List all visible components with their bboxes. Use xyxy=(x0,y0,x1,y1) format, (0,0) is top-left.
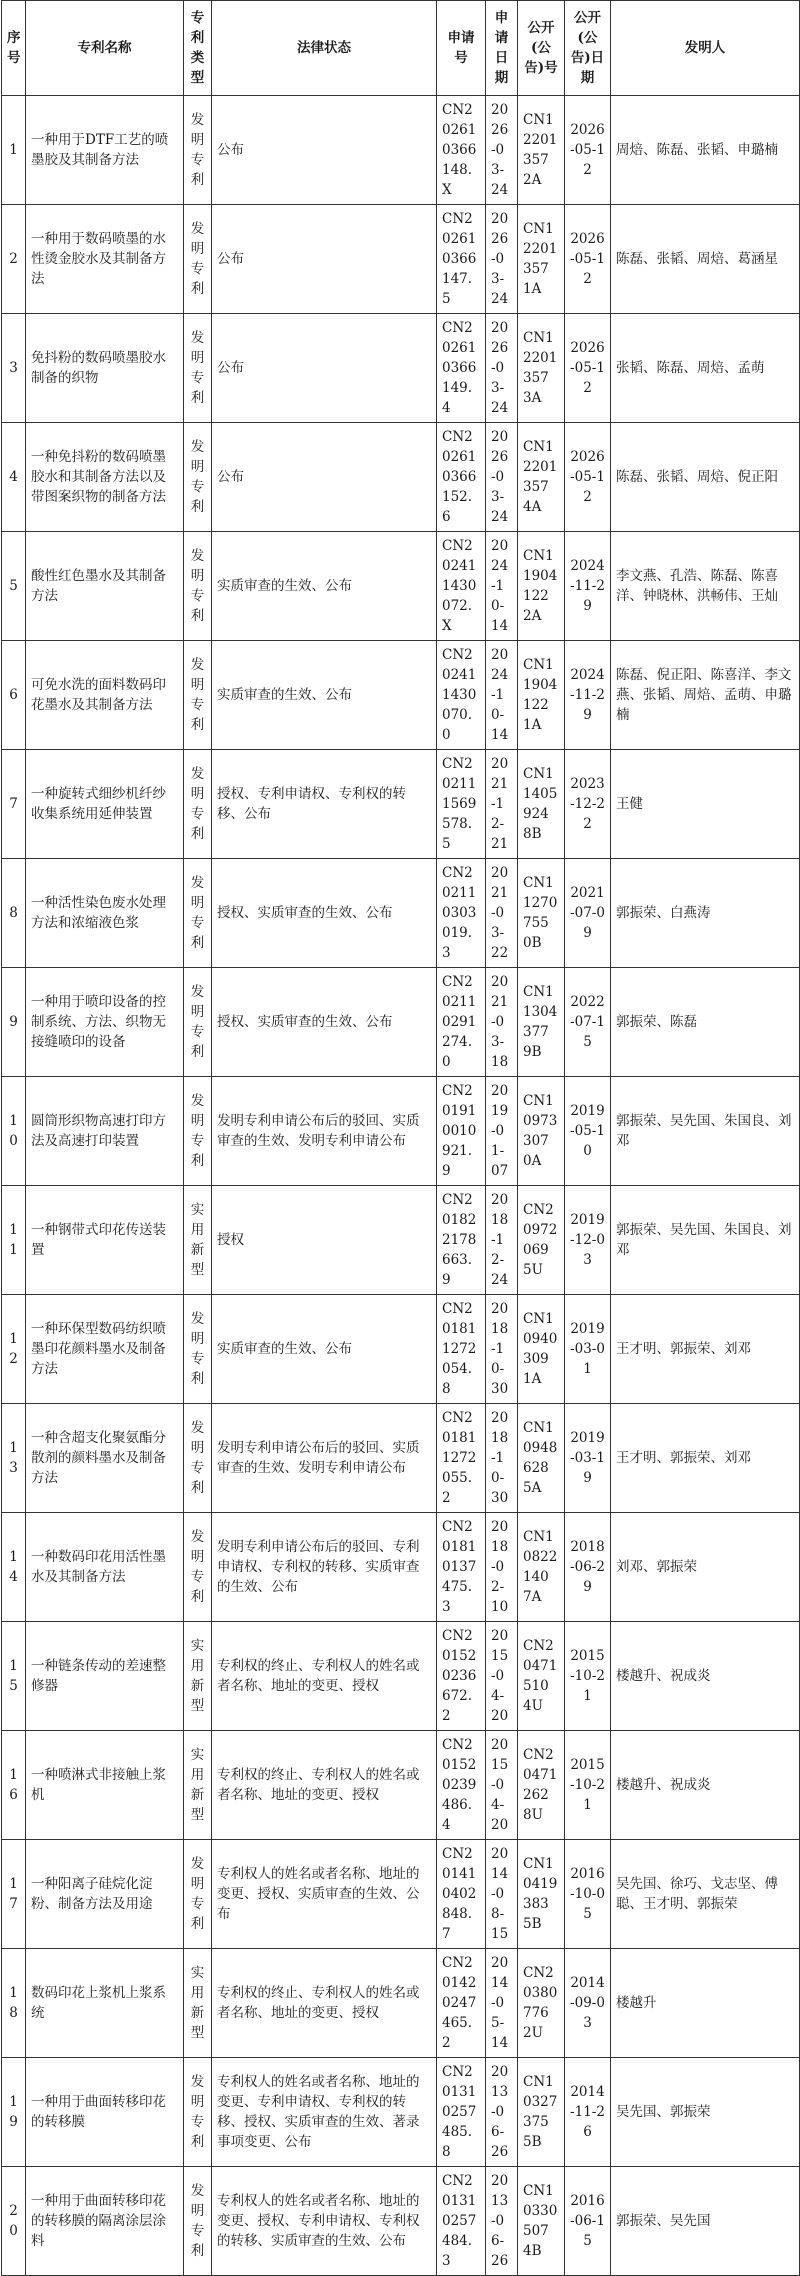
table-row xyxy=(2,423,800,532)
cell-patent-name: 圆筒形织物高速打印方法及高速打印装置 xyxy=(26,1077,184,1186)
cell-legal-status: 发明专利申请公布后的驳回、实质审查的生效、发明专利申请公布 xyxy=(212,1404,437,1513)
cell-patent-name: 一种环保型数码纺织喷墨印花颜料墨水及制备方法 xyxy=(26,1295,184,1404)
cell-publication-date: 2018-06-29 xyxy=(565,1513,611,1622)
cell-application-no: CN202610366152.6 xyxy=(437,423,486,532)
cell-patent-type: 实用新型 xyxy=(184,1186,212,1295)
table-row xyxy=(2,1295,800,1404)
cell-application-no: CN202411430072.X xyxy=(437,532,486,641)
cell-inventors: 王健 xyxy=(611,750,800,859)
table-row xyxy=(2,1404,800,1513)
cell-inventors: 吴先国、郭振荣 xyxy=(611,2058,800,2167)
cell-publication-no: CN10330507 4B xyxy=(518,2167,565,2276)
cell-legal-status: 发明专利申请公布后的驳回、实质审查的生效、发明专利申请公布 xyxy=(212,1077,437,1186)
cell-legal-status: 专利权的终止、专利权人的姓名或者名称、地址的变更、授权 xyxy=(212,1622,437,1731)
cell-publication-no: CN12201357 2A xyxy=(518,96,565,205)
cell-patent-type: 发明专利 xyxy=(184,859,212,968)
cell-patent-type: 发明专利 xyxy=(184,2167,212,2276)
cell-publication-no: CN11904122 1A xyxy=(518,641,565,750)
cell-patent-name: 一种用于曲面转移印花的转移膜的隔离涂层涂料 xyxy=(26,2167,184,2276)
cell-inventors: 陈磊、张韬、周焙、葛涵星 xyxy=(611,205,800,314)
cell-application-no: CN202610366148.X xyxy=(437,96,486,205)
cell-publication-date: 2026-05-12 xyxy=(565,423,611,532)
cell-row-index: 17 xyxy=(2,1840,26,1949)
cell-legal-status: 专利权人的姓名或者名称、地址的变更、授权、专利申请权、专利权的转移、实质审查的生效、公布 xyxy=(212,2167,437,2276)
cell-row-index: 10 xyxy=(2,1077,26,1186)
cell-legal-status: 专利权人的姓名或者名称、地址的变更、授权、实质审查的生效、公布 xyxy=(212,1840,437,1949)
cell-legal-status: 专利权的终止、专利权人的姓名或者名称、地址的变更、授权 xyxy=(212,1949,437,2058)
cell-publication-no: CN10940309 1A xyxy=(518,1295,565,1404)
cell-application-date: 2018-12-24 xyxy=(486,1186,518,1295)
header-col-index: 序号 xyxy=(2,1,26,96)
cell-publication-date: 2019-12-03 xyxy=(565,1186,611,1295)
cell-publication-date: 2026-05-12 xyxy=(565,314,611,423)
cell-publication-date: 2023-12-22 xyxy=(565,750,611,859)
cell-patent-name: 一种活性染色废水处理方法和浓缩液色浆 xyxy=(26,859,184,968)
cell-publication-no: CN10419383 5B xyxy=(518,1840,565,1949)
cell-application-date: 2026-03-24 xyxy=(486,205,518,314)
cell-publication-no: CN11904122 2A xyxy=(518,532,565,641)
cell-legal-status: 公布 xyxy=(212,314,437,423)
cell-application-no: CN201811272055.2 xyxy=(437,1404,486,1513)
cell-legal-status: 公布 xyxy=(212,96,437,205)
cell-legal-status: 发明专利申请公布后的驳回、专利申请权、专利权的转移、实质审查的生效、公布 xyxy=(212,1513,437,1622)
cell-inventors: 楼越升、祝成炎 xyxy=(611,1622,800,1731)
cell-publication-date: 2026-05-12 xyxy=(565,205,611,314)
cell-patent-name: 一种链条传动的差速整修器 xyxy=(26,1622,184,1731)
cell-patent-name: 一种免抖粉的数码喷墨胶水和其制备方法以及带图案织物的制备方法 xyxy=(26,423,184,532)
cell-row-index: 4 xyxy=(2,423,26,532)
cell-publication-date: 2024-11-29 xyxy=(565,532,611,641)
cell-publication-no: CN10327375 5B xyxy=(518,2058,565,2167)
cell-publication-no: CN20471510 4U xyxy=(518,1622,565,1731)
cell-patent-type: 发明专利 xyxy=(184,1077,212,1186)
cell-patent-type: 发明专利 xyxy=(184,314,212,423)
table-row xyxy=(2,1513,800,1622)
cell-publication-no: CN20972069 5U xyxy=(518,1186,565,1295)
cell-patent-name: 可免水洗的面料数码印花墨水及其制备方法 xyxy=(26,641,184,750)
cell-row-index: 11 xyxy=(2,1186,26,1295)
cell-row-index: 19 xyxy=(2,2058,26,2167)
cell-row-index: 7 xyxy=(2,750,26,859)
cell-legal-status: 实质审查的生效、公布 xyxy=(212,532,437,641)
header-col-legal-status: 法律状态 xyxy=(212,1,437,96)
cell-application-no: CN201822178663.9 xyxy=(437,1186,486,1295)
cell-inventors: 王才明、郭振荣、刘邓 xyxy=(611,1404,800,1513)
cell-row-index: 3 xyxy=(2,314,26,423)
table-row xyxy=(2,1731,800,1840)
cell-application-date: 2018-02-10 xyxy=(486,1513,518,1622)
cell-row-index: 6 xyxy=(2,641,26,750)
cell-patent-type: 发明专利 xyxy=(184,1295,212,1404)
cell-patent-name: 一种用于数码喷墨的水性烫金胶水及其制备方法 xyxy=(26,205,184,314)
cell-application-no: CN202110303019.3 xyxy=(437,859,486,968)
cell-publication-date: 2015-10-21 xyxy=(565,1622,611,1731)
cell-application-no: CN202111569578.5 xyxy=(437,750,486,859)
cell-legal-status: 公布 xyxy=(212,423,437,532)
cell-application-no: CN202610366147.5 xyxy=(437,205,486,314)
cell-patent-name: 一种旋转式细纱机纤纱收集系统用延伸装置 xyxy=(26,750,184,859)
cell-publication-no: CN12201357 1A xyxy=(518,205,565,314)
cell-inventors: 郭振荣、吴先国、朱国良、刘邓 xyxy=(611,1186,800,1295)
cell-application-date: 2013-06-26 xyxy=(486,2058,518,2167)
cell-publication-date: 2022-07-15 xyxy=(565,968,611,1077)
cell-publication-no: CN10973307 0A xyxy=(518,1077,565,1186)
cell-publication-no: CN11304377 9B xyxy=(518,968,565,1077)
cell-patent-name: 一种用于曲面转移印花的转移膜 xyxy=(26,2058,184,2167)
table-row xyxy=(2,96,800,205)
cell-application-date: 2021-03-18 xyxy=(486,968,518,1077)
cell-patent-name: 一种含超支化聚氨酯分散剂的颜料墨水及制备方法 xyxy=(26,1404,184,1513)
cell-publication-date: 2014-09-03 xyxy=(565,1949,611,2058)
cell-application-no: CN202610366149.4 xyxy=(437,314,486,423)
table-row xyxy=(2,1949,800,2058)
cell-application-date: 2015-04-20 xyxy=(486,1731,518,1840)
cell-application-date: 2018-10-30 xyxy=(486,1295,518,1404)
cell-row-index: 13 xyxy=(2,1404,26,1513)
cell-legal-status: 公布 xyxy=(212,205,437,314)
table-row xyxy=(2,1186,800,1295)
cell-publication-date: 2016-06-15 xyxy=(565,2167,611,2276)
cell-application-no: CN201810137475.3 xyxy=(437,1513,486,1622)
cell-publication-no: CN10948628 5A xyxy=(518,1404,565,1513)
cell-patent-type: 发明专利 xyxy=(184,641,212,750)
cell-application-date: 2013-06-26 xyxy=(486,2167,518,2276)
cell-patent-type: 发明专利 xyxy=(184,205,212,314)
cell-inventors: 郭振荣、白燕涛 xyxy=(611,859,800,968)
cell-application-no: CN201520239486.4 xyxy=(437,1731,486,1840)
cell-application-date: 2026-03-24 xyxy=(486,423,518,532)
cell-patent-type: 发明专利 xyxy=(184,1404,212,1513)
cell-patent-type: 发明专利 xyxy=(184,96,212,205)
cell-inventors: 吴先国、徐巧、戈志坚、傅聪、王才明、郭振荣 xyxy=(611,1840,800,1949)
table-row xyxy=(2,532,800,641)
cell-publication-no: CN10822140 7A xyxy=(518,1513,565,1622)
cell-patent-name: 一种喷淋式非接触上浆机 xyxy=(26,1731,184,1840)
cell-patent-type: 发明专利 xyxy=(184,968,212,1077)
cell-legal-status: 授权、专利申请权、专利权的转移、公布 xyxy=(212,750,437,859)
cell-publication-date: 2019-05-10 xyxy=(565,1077,611,1186)
cell-publication-date: 2015-10-21 xyxy=(565,1731,611,1840)
cell-application-date: 2026-03-24 xyxy=(486,96,518,205)
table-body xyxy=(2,96,800,2276)
cell-application-no: CN201811272054.8 xyxy=(437,1295,486,1404)
cell-inventors: 王才明、郭振荣、刘邓 xyxy=(611,1295,800,1404)
cell-row-index: 14 xyxy=(2,1513,26,1622)
cell-publication-no: CN11270755 0B xyxy=(518,859,565,968)
cell-patent-type: 发明专利 xyxy=(184,532,212,641)
cell-patent-type: 发明专利 xyxy=(184,423,212,532)
cell-row-index: 16 xyxy=(2,1731,26,1840)
cell-legal-status: 实质审查的生效、公布 xyxy=(212,1295,437,1404)
table-header-row xyxy=(2,1,800,96)
cell-application-no: CN201310257485.8 xyxy=(437,2058,486,2167)
cell-publication-date: 2016-10-05 xyxy=(565,1840,611,1949)
table-row xyxy=(2,641,800,750)
cell-inventors: 刘邓、郭振荣 xyxy=(611,1513,800,1622)
cell-patent-name: 一种用于喷印设备的控制系统、方法、织物无接缝喷印的设备 xyxy=(26,968,184,1077)
cell-publication-no: CN20380776 2U xyxy=(518,1949,565,2058)
cell-publication-no: CN12201357 4A xyxy=(518,423,565,532)
cell-row-index: 20 xyxy=(2,2167,26,2276)
cell-patent-name: 酸性红色墨水及其制备方法 xyxy=(26,532,184,641)
cell-application-no: CN201410402848.7 xyxy=(437,1840,486,1949)
cell-patent-name: 一种数码印花用活性墨水及其制备方法 xyxy=(26,1513,184,1622)
cell-application-no: CN201520236672.2 xyxy=(437,1622,486,1731)
table-row xyxy=(2,1840,800,1949)
cell-publication-date: 2024-11-29 xyxy=(565,641,611,750)
table-row xyxy=(2,1077,800,1186)
cell-row-index: 5 xyxy=(2,532,26,641)
cell-legal-status: 专利权的终止、专利权人的姓名或者名称、地址的变更、授权 xyxy=(212,1731,437,1840)
table-row xyxy=(2,314,800,423)
cell-legal-status: 授权 xyxy=(212,1186,437,1295)
cell-publication-no: CN11405924 8B xyxy=(518,750,565,859)
cell-legal-status: 授权、实质审查的生效、公布 xyxy=(212,968,437,1077)
cell-legal-status: 授权、实质审查的生效、公布 xyxy=(212,859,437,968)
cell-application-date: 2021-12-21 xyxy=(486,750,518,859)
cell-publication-date: 2021-07-09 xyxy=(565,859,611,968)
cell-inventors: 楼越升 xyxy=(611,1949,800,2058)
cell-application-date: 2014-05-14 xyxy=(486,1949,518,2058)
cell-patent-type: 发明专利 xyxy=(184,1840,212,1949)
header-col-application-no: 申请号 xyxy=(437,1,486,96)
cell-inventors: 张韬、陈磊、周焙、孟萌 xyxy=(611,314,800,423)
header-col-patent-name: 专利名称 xyxy=(26,1,184,96)
cell-publication-date: 2026-05-12 xyxy=(565,96,611,205)
cell-row-index: 18 xyxy=(2,1949,26,2058)
cell-row-index: 9 xyxy=(2,968,26,1077)
cell-application-date: 2018-10-30 xyxy=(486,1404,518,1513)
cell-patent-name: 一种用于DTF工艺的喷墨胶及其制备方法 xyxy=(26,96,184,205)
table-row xyxy=(2,750,800,859)
cell-patent-name: 一种阳离子硅烷化淀粉、制备方法及用途 xyxy=(26,1840,184,1949)
cell-patent-name: 一种钢带式印花传送装置 xyxy=(26,1186,184,1295)
cell-application-date: 2014-08-15 xyxy=(486,1840,518,1949)
cell-application-no: CN202110291274.0 xyxy=(437,968,486,1077)
header-col-inventors: 发明人 xyxy=(611,1,800,96)
table-row xyxy=(2,205,800,314)
header-col-application-date: 申请日期 xyxy=(486,1,518,96)
cell-inventors: 周焙、陈磊、张韬、申璐楠 xyxy=(611,96,800,205)
cell-publication-date: 2019-03-19 xyxy=(565,1404,611,1513)
cell-application-no: CN202411430070.0 xyxy=(437,641,486,750)
cell-publication-no: CN20471262 8U xyxy=(518,1731,565,1840)
table-row xyxy=(2,859,800,968)
cell-row-index: 1 xyxy=(2,96,26,205)
cell-patent-name: 免抖粉的数码喷墨胶水制备的织物 xyxy=(26,314,184,423)
table-row xyxy=(2,2058,800,2167)
cell-patent-type: 实用新型 xyxy=(184,1949,212,2058)
cell-inventors: 郭振荣、吴先国、朱国良、刘邓 xyxy=(611,1077,800,1186)
table-row xyxy=(2,968,800,1077)
cell-publication-no: CN12201357 3A xyxy=(518,314,565,423)
patent-table xyxy=(1,0,800,2276)
cell-row-index: 15 xyxy=(2,1622,26,1731)
cell-inventors: 陈磊、张韬、周焙、倪正阳 xyxy=(611,423,800,532)
cell-application-date: 2015-04-20 xyxy=(486,1622,518,1731)
cell-patent-type: 发明专利 xyxy=(184,2058,212,2167)
cell-inventors: 楼越升、祝成炎 xyxy=(611,1731,800,1840)
cell-patent-type: 发明专利 xyxy=(184,750,212,859)
header-col-publication-no: 公开(公告)号 xyxy=(518,1,565,96)
cell-patent-type: 实用新型 xyxy=(184,1622,212,1731)
cell-application-no: CN201420247465.2 xyxy=(437,1949,486,2058)
cell-row-index: 12 xyxy=(2,1295,26,1404)
cell-application-date: 2019-01-07 xyxy=(486,1077,518,1186)
cell-row-index: 8 xyxy=(2,859,26,968)
table-row xyxy=(2,2167,800,2276)
cell-patent-type: 发明专利 xyxy=(184,1513,212,1622)
cell-publication-date: 2014-11-26 xyxy=(565,2058,611,2167)
cell-application-no: CN201310257484.3 xyxy=(437,2167,486,2276)
cell-application-date: 2024-10-14 xyxy=(486,532,518,641)
cell-publication-date: 2019-03-01 xyxy=(565,1295,611,1404)
cell-inventors: 郭振荣、吴先国 xyxy=(611,2167,800,2276)
cell-legal-status: 实质审查的生效、公布 xyxy=(212,641,437,750)
cell-application-date: 2024-10-14 xyxy=(486,641,518,750)
cell-application-date: 2021-03-22 xyxy=(486,859,518,968)
cell-patent-type: 实用新型 xyxy=(184,1731,212,1840)
cell-inventors: 李文燕、孔浩、陈磊、陈喜洋、钟晓林、洪畅伟、王灿 xyxy=(611,532,800,641)
cell-application-date: 2026-03-24 xyxy=(486,314,518,423)
cell-legal-status: 专利权人的姓名或者名称、地址的变更、专利申请权、专利权的转移、授权、实质审查的生效、著录事项变更、公布 xyxy=(212,2058,437,2167)
table-row xyxy=(2,1622,800,1731)
header-col-patent-type: 专利类型 xyxy=(184,1,212,96)
cell-application-no: CN201910010921.9 xyxy=(437,1077,486,1186)
cell-patent-name: 数码印花上浆机上浆系统 xyxy=(26,1949,184,2058)
cell-inventors: 郭振荣、陈磊 xyxy=(611,968,800,1077)
header-col-publication-date: 公开(公告)日期 xyxy=(565,1,611,96)
cell-row-index: 2 xyxy=(2,205,26,314)
cell-inventors: 陈磊、倪正阳、陈喜洋、李文燕、张韬、周焙、孟萌、申璐楠 xyxy=(611,641,800,750)
